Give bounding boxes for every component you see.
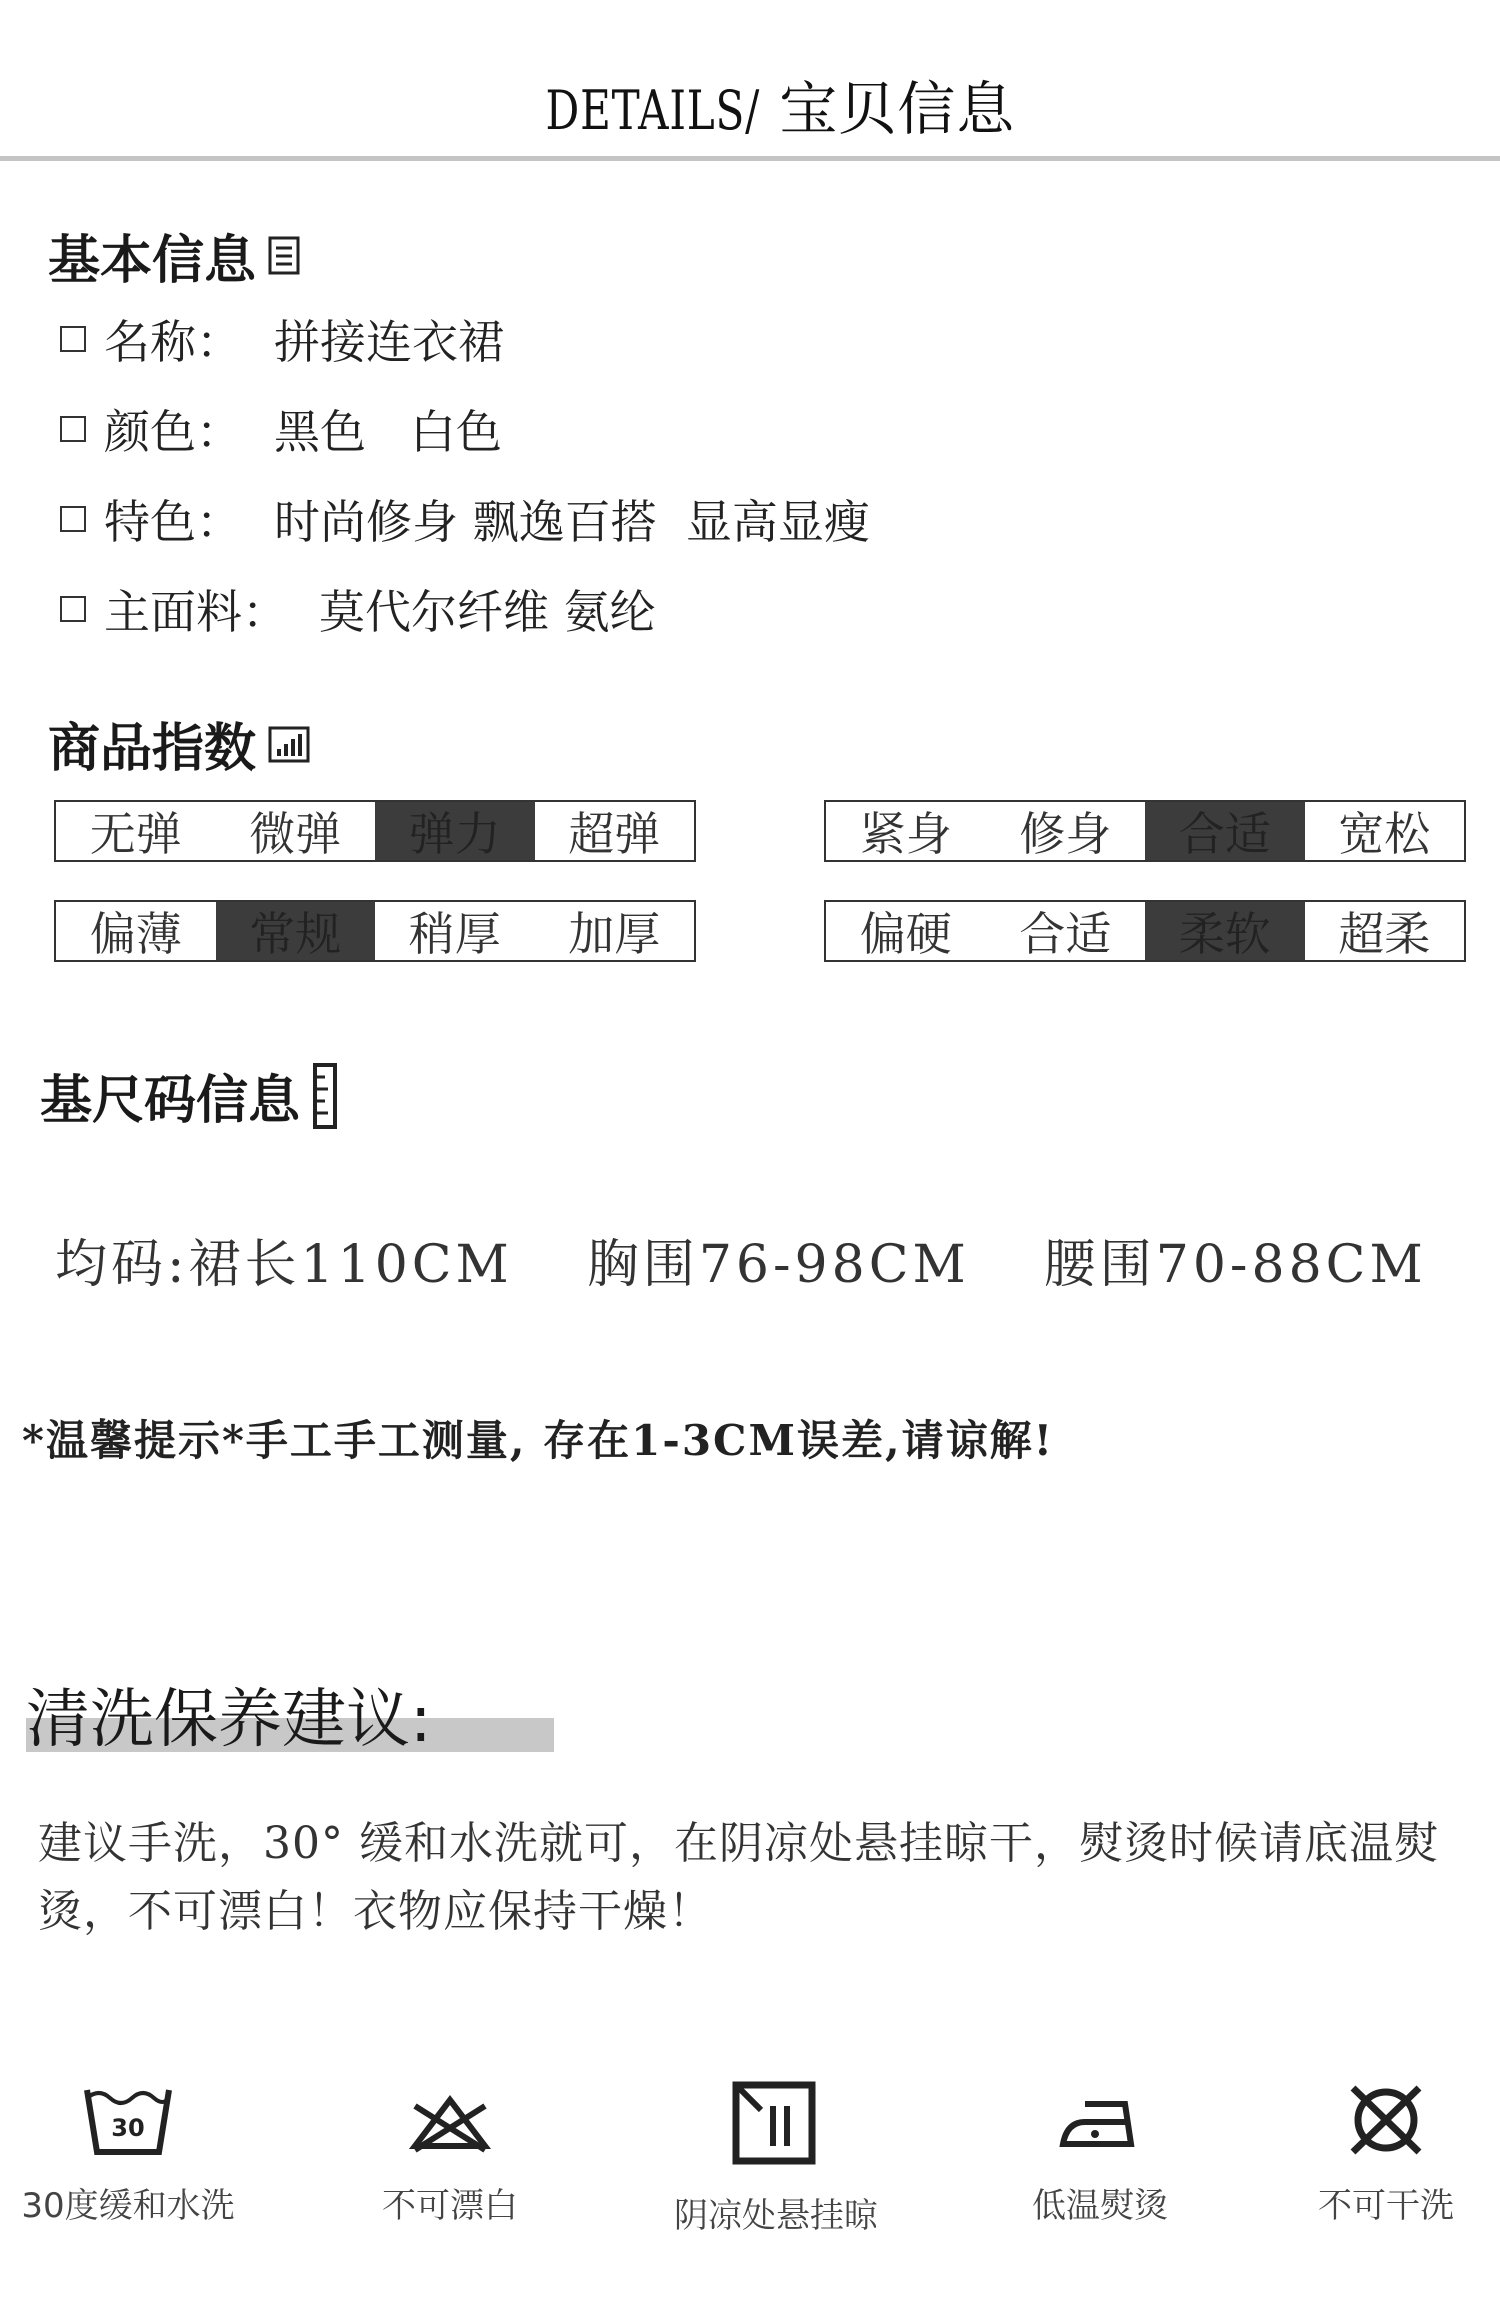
ruler-icon	[312, 1063, 338, 1129]
no-dry-clean-icon	[1341, 2080, 1431, 2160]
care-item-wash	[18, 2080, 238, 2227]
size-bust: 胸围76-98CM	[586, 1235, 970, 1295]
size-info-title: 基尺码信息	[40, 1071, 301, 1131]
scale-option: 偏硬	[859, 907, 952, 961]
page-title-cn: 宝贝信息	[759, 75, 1016, 143]
low-iron-icon	[1055, 2080, 1145, 2160]
care-item-bleach	[340, 2080, 560, 2227]
size-info-heading	[40, 1058, 338, 1133]
page-title	[0, 62, 1500, 146]
product-index-heading	[48, 706, 310, 781]
info-label: 颜色：	[104, 405, 242, 459]
info-label: 名称：	[104, 315, 242, 369]
care-label: 阴凉处悬挂晾	[674, 2196, 878, 2236]
scale-option: 宽松	[1338, 807, 1431, 861]
wash-30-icon	[83, 2080, 173, 2160]
scale-option-selected: 合适	[1145, 802, 1305, 860]
info-row-name	[60, 306, 504, 372]
header-divider	[0, 156, 1500, 161]
care-item-dry	[666, 2080, 886, 2237]
softness-scale	[824, 900, 1466, 962]
info-value: 黑色 白色	[274, 405, 502, 459]
checkbox-icon	[60, 596, 86, 622]
info-value: 拼接连衣裙	[274, 315, 504, 369]
info-value: 莫代尔纤维 氨纶	[319, 585, 656, 639]
document-icon	[268, 236, 302, 276]
info-row-fabric	[60, 576, 656, 642]
care-label: 不可干洗	[1318, 2186, 1454, 2226]
page-title-en: DETAILS/	[545, 79, 760, 142]
scale-option: 微弹	[249, 807, 342, 861]
care-label: 30度缓和水洗	[21, 2186, 235, 2226]
size-waist: 腰围70-88CM	[1043, 1235, 1427, 1295]
scale-option: 超柔	[1338, 907, 1431, 961]
care-item-iron	[990, 2080, 1210, 2227]
scale-option: 紧身	[859, 807, 952, 861]
info-label: 特色：	[104, 495, 242, 549]
size-measurements	[55, 1222, 1427, 1297]
size-length: 均码:裙长110CM	[55, 1235, 513, 1295]
info-value: 时尚修身 飘逸百搭 显高显瘦	[274, 495, 870, 549]
scale-option-selected: 弹力	[375, 802, 535, 860]
checkbox-icon	[60, 506, 86, 532]
basic-info-title: 基本信息	[48, 231, 257, 291]
scale-option: 偏薄	[89, 907, 182, 961]
product-index-title: 商品指数	[48, 719, 257, 779]
info-row-feature	[60, 486, 870, 552]
scale-option: 加厚	[568, 907, 661, 961]
scale-option: 合适	[1019, 907, 1112, 961]
care-label: 低温熨烫	[1032, 2186, 1168, 2226]
care-label: 不可漂白	[382, 2186, 518, 2226]
svg-text:30: 30	[111, 2114, 145, 2142]
basic-info-heading	[48, 218, 302, 293]
hang-dry-shade-icon	[731, 2080, 821, 2170]
checkbox-icon	[60, 416, 86, 442]
thickness-scale	[54, 900, 696, 962]
care-icons-row	[0, 2080, 1500, 2260]
checkbox-icon	[60, 326, 86, 352]
care-title: 清洗保养建议:	[26, 1683, 432, 1757]
signal-chart-icon	[268, 724, 310, 764]
care-item-dryclean	[1276, 2080, 1496, 2227]
measurement-tip: *温馨提示*手工手工测量, 存在1-3CM误差,请谅解!	[22, 1416, 1055, 1465]
scale-option: 修身	[1019, 807, 1112, 861]
scale-option: 稍厚	[408, 907, 501, 961]
scale-option-selected: 柔软	[1145, 902, 1305, 960]
fit-scale	[824, 800, 1466, 862]
scale-option: 超弹	[568, 807, 661, 861]
scale-option-selected: 常规	[216, 902, 376, 960]
care-instructions: 建议手洗，30° 缓和水洗就可，在阴凉处悬挂晾干，熨烫时候请底温熨烫，不可漂白！衣物应保持干燥！	[38, 1818, 1439, 1937]
info-row-color	[60, 396, 502, 462]
elasticity-scale	[54, 800, 696, 862]
scale-option: 无弹	[89, 807, 182, 861]
no-bleach-icon	[405, 2080, 495, 2160]
info-label: 主面料：	[104, 585, 288, 639]
